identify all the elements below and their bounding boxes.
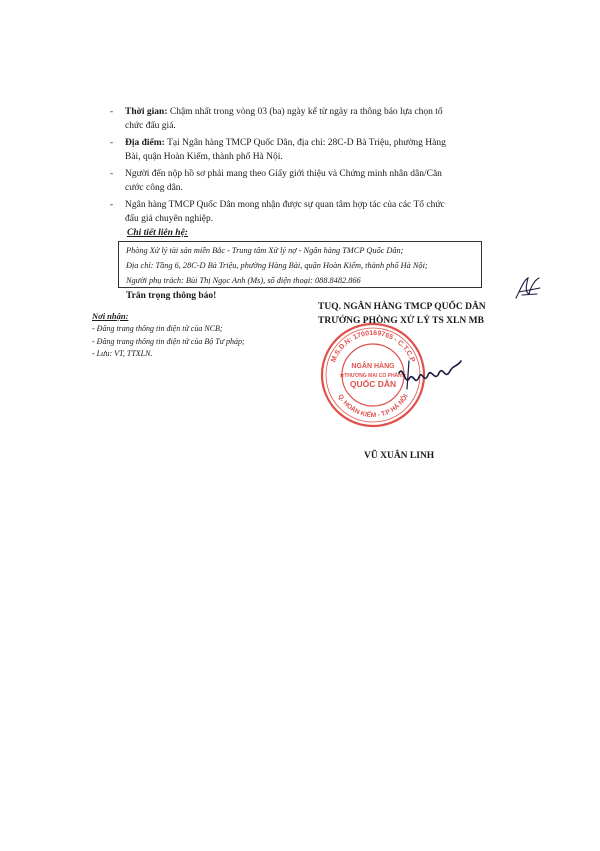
bullet-dash: - — [110, 107, 114, 117]
bullet-text-cont: đấu giá chuyên nghiệp. — [125, 213, 214, 224]
seal-ring-text: M.S.D.N: 1700169765 - C.T.C.P — [330, 329, 416, 364]
recipient-item: - Lưu: VT, TTXLN. — [92, 349, 153, 358]
bullet-label: Thời gian: — [125, 107, 168, 117]
bullet-label: Địa điểm: — [125, 138, 165, 148]
contact-line-person: Người phụ trách: Bùi Thị Ngọc Anh (Ms), số điện thoại: 088.8482.866 — [126, 276, 361, 285]
signatory-org-line1: TUQ. NGÂN HÀNG TMCP QUỐC DÂN — [318, 302, 486, 312]
bullet-dash: - — [110, 138, 114, 148]
bullet-text-cont: cước công dân. — [125, 182, 183, 193]
bullet-location — [110, 137, 482, 164]
signatory-org-line2: TRƯỞNG PHÒNG XỬ LÝ TS XLN MB — [318, 316, 484, 326]
bullet-text: Người đến nộp hồ sơ phải mang theo Giấy giới thiệu và Chứng minh nhân dân/Căn — [125, 169, 442, 179]
seal-star-left: ★ — [339, 373, 345, 379]
seal-star-right: ★ — [401, 373, 407, 379]
closing-text: Trân trọng thông báo! — [126, 291, 217, 301]
seal-bottom-text: Q. HOÀN KIẾM - T.P HÀ NỘI — [336, 393, 410, 420]
contact-line-department: Phòng Xử lý tài sản miền Bắc - Trung tâm Xử lý nợ - Ngân hàng TMCP Quốc Dân; — [126, 246, 404, 255]
bullet-text-cont: chức đấu giá. — [125, 120, 176, 131]
bullet-text: Ngân hàng TMCP Quốc Dân mong nhận được sự quan tâm hợp tác của các Tổ chức — [125, 200, 445, 210]
bullet-text: Chậm nhất trong vòng 03 (ba) ngày kể từ ngày ra thông báo lựa chọn tổ — [169, 107, 443, 117]
seal-line2: THƯƠNG MẠI CỔ PHẦN — [344, 373, 402, 379]
contact-box — [118, 241, 482, 288]
initial-mark — [513, 274, 543, 304]
bullet-text-cont: Bài, quận Hoàn Kiếm, thành phố Hà Nội. — [125, 151, 283, 162]
recipient-item: - Đăng trang thông tin điện tử của NCB; — [92, 324, 223, 333]
contact-line-address: Địa chỉ: Tầng 6, 28C-D Bà Triệu, phường Hàng Bài, quận Hoàn Kiếm, thành phố Hà Nội; — [126, 261, 428, 270]
recipients-block — [92, 310, 245, 361]
handwritten-signature — [395, 355, 465, 395]
bullet-dash: - — [110, 200, 114, 210]
bullet-cooperation — [110, 199, 482, 226]
bullet-dash: - — [110, 169, 114, 179]
bullet-time — [110, 106, 482, 133]
recipients-title: Nơi nhận: — [92, 311, 129, 321]
seal-line1: NGÂN HÀNG — [351, 363, 395, 370]
contact-title: Chi tiết liên hệ: — [127, 228, 188, 238]
signatory-name: VŨ XUÂN LINH — [364, 451, 435, 461]
bullet-list — [110, 106, 482, 230]
bullet-documents — [110, 168, 482, 195]
recipient-item: - Đăng trang thông tin điện tử của Bộ Tư pháp; — [92, 336, 245, 346]
seal-line3: QUỐC DÂN — [349, 379, 397, 389]
bullet-text: Tại Ngân hàng TMCP Quốc Dân, địa chỉ: 28C-D Bà Triệu, phường Hàng — [167, 138, 446, 148]
